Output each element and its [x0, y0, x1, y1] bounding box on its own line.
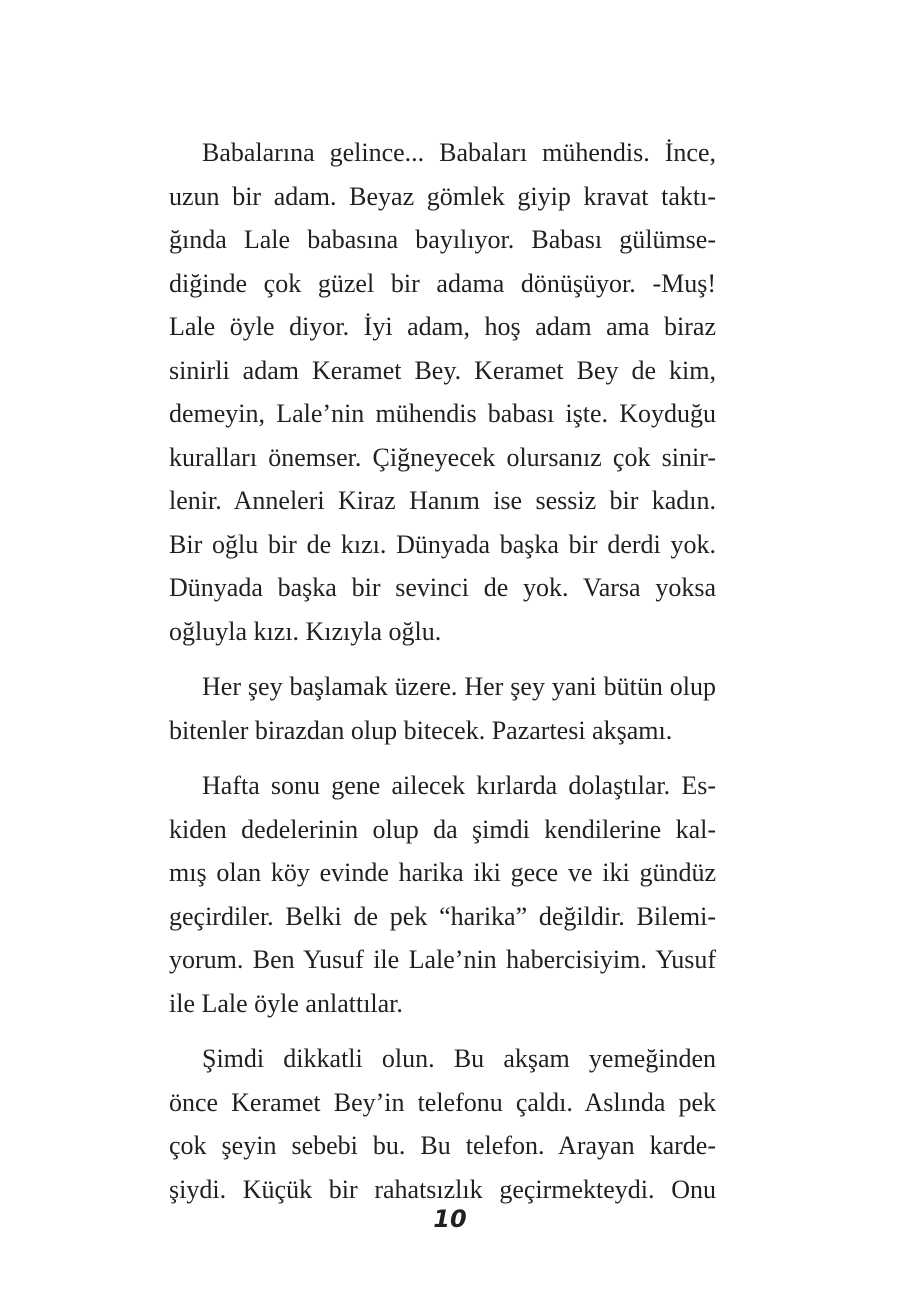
body-text — [169, 131, 716, 1223]
text-line: mış olan köy evinde harika iki gece ve iki gündüz — [169, 858, 716, 887]
text-line: ile Lale öyle anlattılar. — [169, 988, 403, 1018]
text-line: önce Keramet Bey’in telefonu çaldı. Aslında pek — [169, 1087, 716, 1117]
text-line: lenir. Anneleri Kiraz Hanım ise sessiz bir kadın. — [169, 486, 716, 515]
text-line: çok şeyin sebebi bu. Bu telefon. Arayan karde- — [169, 1131, 716, 1160]
text-line: diğinde çok güzel bir adama dönüşüyor. -Muş! — [169, 268, 716, 298]
paragraph-3 — [169, 764, 716, 1025]
text-line: oğluyla kızı. Kızıyla oğlu. — [169, 616, 442, 646]
text-line: Hafta sonu gene ailecek kırlarda dolaştılar. Es- — [202, 771, 716, 800]
paragraph-4 — [169, 1037, 716, 1211]
text-line: geçirdiler. Belki de pek “harika” değildir. Bilemi- — [169, 901, 716, 931]
text-line: bitenler birazdan olup bitecek. Pazartesi akşamı. — [169, 715, 673, 745]
text-line: yorum. Ben Yusuf ile Lale’nin habercisiyim. Yusuf — [169, 945, 716, 974]
text-line: Dünyada başka bir sevinci de yok. Varsa yoksa — [169, 573, 716, 602]
paragraph-2 — [169, 665, 716, 752]
text-line: sinirli adam Keramet Bey. Keramet Bey de kim, — [169, 355, 716, 385]
text-line: Her şey başlamak üzere. Her şey yani bütün olup — [202, 672, 716, 701]
text-line: ğında Lale babasına bayılıyor. Babası gülümse- — [169, 225, 716, 254]
text-line: demeyin, Lale’nin mühendis babası işte. Koyduğu — [169, 399, 716, 428]
page-number: 10 — [433, 1205, 467, 1233]
paragraph-1 — [169, 131, 716, 653]
text-line: Lale öyle diyor. İyi adam, hoş adam ama biraz — [169, 312, 716, 341]
text-line: uzun bir adam. Beyaz gömlek giyip kravat taktı- — [169, 181, 716, 211]
text-line: şiydi. Küçük bir rahatsızlık geçirmekteydi. Onu — [169, 1174, 716, 1204]
text-line: kuralları önemser. Çiğneyecek olursanız çok sinir- — [169, 442, 716, 472]
text-line: kiden dedelerinin olup da şimdi kendilerine kal- — [169, 814, 716, 844]
text-line: Bir oğlu bir de kızı. Dünyada başka bir derdi yok. — [169, 529, 716, 559]
text-line: Babalarına gelince... Babaları mühendis. İnce, — [202, 138, 716, 167]
text-line: Şimdi dikkatli olun. Bu akşam yemeğinden — [202, 1044, 716, 1073]
